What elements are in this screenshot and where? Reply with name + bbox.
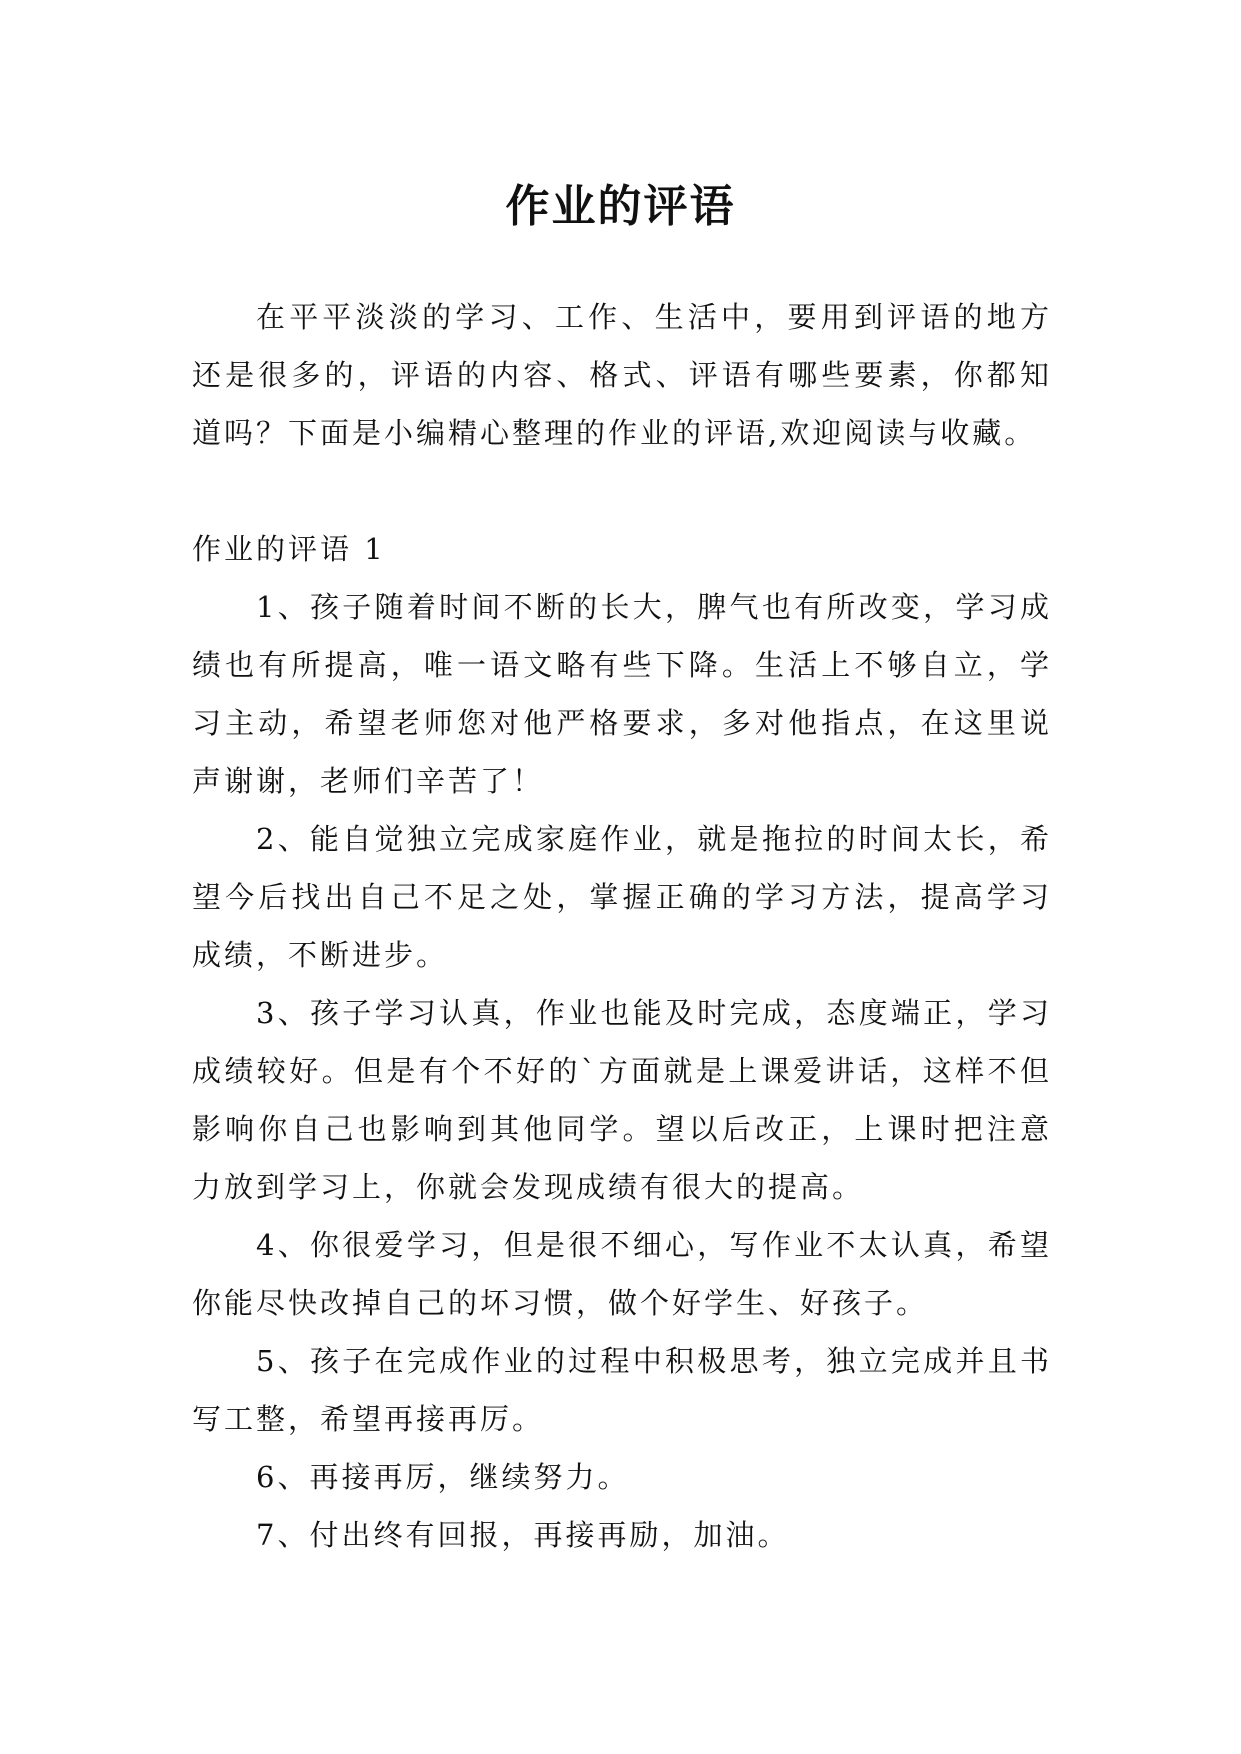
comment-item-6: 6、再接再厉，继续努力。: [256, 1460, 630, 1494]
section-heading: 作业的评语 1: [192, 532, 386, 566]
comment-item-7: 7、付出终有回报，再接再励，加油。: [256, 1518, 790, 1552]
comment-item-1: 1、孩子随着时间不断的长大，脾气也有所改变，学习成绩也有所提高，唯一语文略有些下降。生活上不够自立，学习主动，希望老师您对他严格要求，多对他指点，在这里说声谢谢，老师们辛苦了！: [192, 590, 1052, 798]
comment-item-4: 4、你很爱学习，但是很不细心，写作业不太认真，希望你能尽快改掉自己的坏习惯，做个好学生、好孩子。: [192, 1228, 1052, 1320]
document-body: [192, 288, 1052, 1564]
comment-item-5: 5、孩子在完成作业的过程中积极思考，独立完成并且书写工整，希望再接再厉。: [192, 1344, 1052, 1436]
comment-item-2: 2、能自觉独立完成家庭作业，就是拖拉的时间太长，希望今后找出自己不足之处，掌握正确的学习方法，提高学习成绩，不断进步。: [192, 822, 1052, 972]
comment-item-3: 3、孩子学习认真，作业也能及时完成，态度端正，学习成绩较好。但是有个不好的`方面就是上课爱讲话，这样不但影响你自己也影响到其他同学。望以后改正，上课时把注意力放到学习上，你就会发现成绩有很大的提高。: [192, 996, 1052, 1204]
intro-paragraph: 在平平淡淡的学习、工作、生活中，要用到评语的地方还是很多的，评语的内容、格式、评语有哪些要素，你都知道吗？下面是小编精心整理的作业的评语,欢迎阅读与收藏。: [192, 300, 1052, 450]
document-title: 作业的评语: [505, 181, 736, 233]
